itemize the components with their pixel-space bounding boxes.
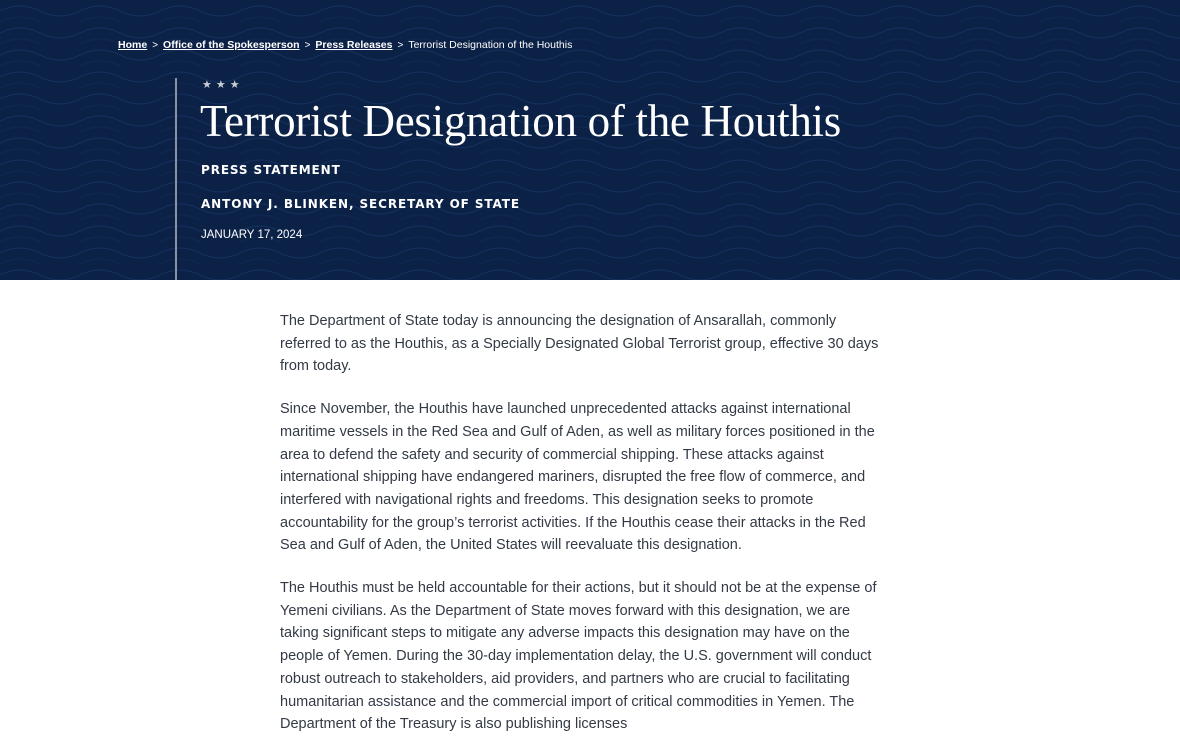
- article-paragraph: Since November, the Houthis have launched unprecedented attacks against international maritime vessels in the Red Sea and Gulf of Aden, as well as military forces positioned in the area to defend the safety and security of commercial shipping. These attacks against international shipping have endangered mariners, disrupted the free flow of commerce, and interfered with navigational rights and freedoms. This designation seeks to promote accountability for the group’s terrorist activities. If the Houthis cease their attacks in the Red Sea and Gulf of Aden, the United States will reevaluate this designation.: [280, 401, 875, 554]
- breadcrumb-separator: >: [152, 39, 159, 51]
- breadcrumb-current-page: Terrorist Designation of the Houthis: [408, 39, 573, 51]
- breadcrumb-press-releases-link[interactable]: Press Releases: [315, 39, 393, 51]
- breadcrumb: [118, 39, 572, 51]
- statement-author: ANTONY J. BLINKEN, SECRETARY OF STATE: [201, 197, 520, 211]
- stars-ornament-icon: ★★★: [202, 78, 244, 91]
- statement-date: JANUARY 17, 2024: [201, 229, 303, 241]
- breadcrumb-spokesperson-link[interactable]: Office of the Spokesperson: [163, 39, 300, 51]
- statement-type: PRESS STATEMENT: [201, 163, 341, 177]
- breadcrumb-separator: >: [304, 39, 311, 51]
- article-paragraph: The Department of State today is announcing the designation of Ansarallah, commonly referred to as the Houthis, as a Specially Designated Global Terrorist group, effective 30 days from today.: [280, 313, 879, 375]
- article-paragraph: The Houthis must be held accountable for their actions, but it should not be at the expense of Yemeni civilians. As the Department of State moves forward with this designation, we are taking significant steps to mitigate any adverse impacts this designation may have on the people of Yemen. During the 30-day implementation delay, the U.S. government will conduct robust outreach to stakeholders, aid providers, and partners who are crucial to facilitating humanitarian assistance and the commercial import of critical commodities in Yemen. The Department of the Treasury is also publishing licenses: [280, 580, 877, 733]
- breadcrumb-home-link[interactable]: Home: [118, 39, 148, 51]
- page-title: Terrorist Designation of the Houthis: [200, 96, 841, 146]
- article-body: [280, 310, 886, 756]
- page-hero: [0, 0, 1180, 280]
- header-divider-line: [175, 78, 177, 280]
- breadcrumb-separator: >: [397, 39, 404, 51]
- department-seal-icon[interactable]: [118, 0, 180, 8]
